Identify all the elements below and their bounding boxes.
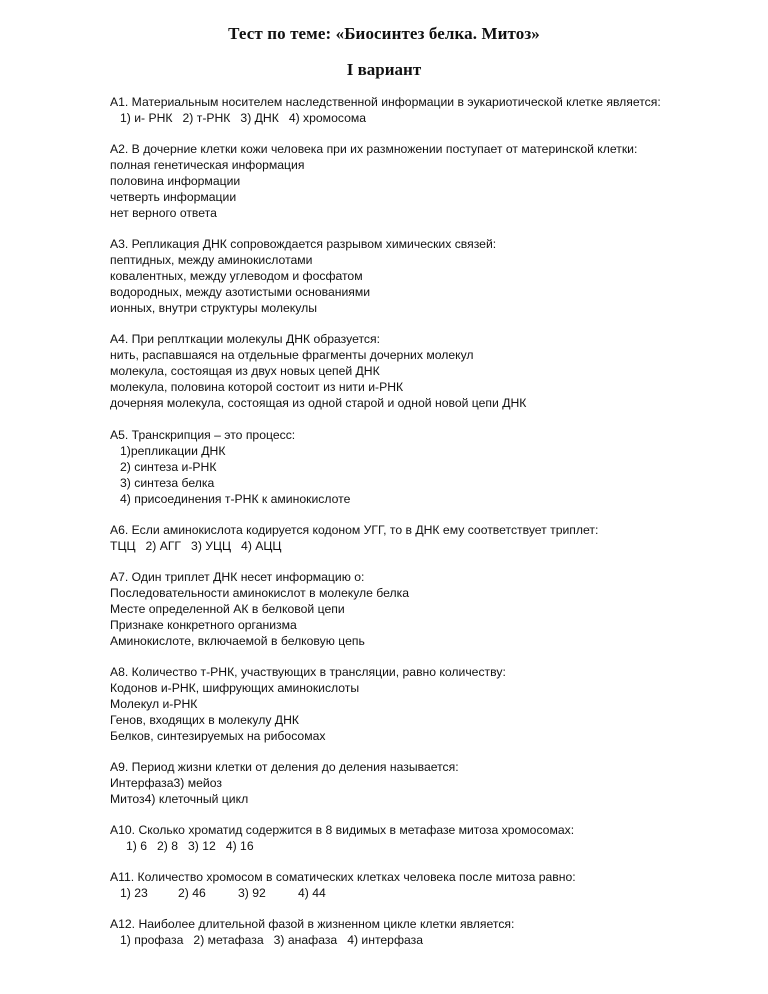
- question-a2: [110, 141, 740, 221]
- question-a6: [110, 522, 740, 554]
- question-a11: [110, 869, 740, 901]
- question-a1: [110, 94, 740, 126]
- answer-option: водородных, между азотистыми основаниями: [110, 285, 371, 299]
- answer-option: Последовательности аминокислот в молекуле белка: [110, 586, 409, 600]
- answer-option: ТЦЦ: [110, 539, 136, 553]
- question-text: А5. Транскрипция – это процесс:: [110, 428, 296, 442]
- answer-option: Молекул и-РНК: [110, 697, 198, 711]
- answer-option: 1)репликации ДНК: [120, 444, 226, 458]
- answer-options: [110, 838, 740, 854]
- question-a8: [110, 664, 740, 744]
- question-text: А12. Наиболее длительной фазой в жизненном цикле клетки является:: [110, 917, 515, 931]
- answer-option: 3) мейоз: [173, 776, 222, 790]
- answer-option: 1) 6: [126, 839, 148, 853]
- answer-option: 3) ДНК: [240, 111, 279, 125]
- answer-option: 2) синтеза и-РНК: [120, 460, 217, 474]
- answer-option: 4) интерфаза: [347, 933, 423, 947]
- answer-option: Месте определенной АК в белковой цепи: [110, 602, 345, 616]
- answer-option: молекула, состоящая из двух новых цепей ДНК: [110, 364, 380, 378]
- answer-option: полная генетическая информация: [110, 158, 305, 172]
- answer-option: 3) 92: [238, 886, 266, 900]
- answer-option: 2) 46: [178, 886, 206, 900]
- answer-option: 1) профаза: [120, 933, 184, 947]
- answer-option: дочерняя молекула, состоящая из одной старой и одной новой цепи ДНК: [110, 396, 527, 410]
- question-text: А11. Количество хромосом в соматических клетках человека после митоза равно:: [110, 870, 576, 884]
- question-text: А8. Количество т-РНК, участвующих в трансляции, равно количеству:: [110, 665, 506, 679]
- question-a4: [110, 331, 740, 411]
- answer-option: Митоз: [110, 792, 145, 806]
- page-title: Тест по теме: «Биосинтез белка. Митоз»: [228, 24, 540, 43]
- question-a5: [110, 427, 740, 507]
- answer-row: [110, 775, 740, 791]
- answer-option: 2) т-РНК: [182, 111, 231, 125]
- question-text: А6. Если аминокислота кодируется кодоном УГГ, то в ДНК ему соответствует триплет:: [110, 523, 599, 537]
- question-a10: [110, 822, 740, 854]
- answer-option: Аминокислоте, включаемой в белковую цепь: [110, 634, 365, 648]
- answer-option: 4) 44: [298, 886, 326, 900]
- answer-option: Признаке конкретного организма: [110, 618, 297, 632]
- question-a9: [110, 759, 740, 807]
- question-a12: [110, 916, 740, 948]
- question-a3: [110, 236, 740, 316]
- answer-option: 4) клеточный цикл: [144, 792, 249, 806]
- question-text: А10. Сколько хроматид содержится в 8 видимых в метафазе митоза хромосомах:: [110, 823, 575, 837]
- answer-option: ионных, внутри структуры молекулы: [110, 301, 317, 315]
- question-a7: [110, 569, 740, 649]
- answer-option: Белков, синтезируемых на рибосомах: [110, 729, 326, 743]
- question-text: А2. В дочерние клетки кожи человека при их размножении поступает от материнской клетки:: [110, 142, 638, 156]
- answer-option: 3) УЦЦ: [191, 539, 232, 553]
- answer-option: четверть информации: [110, 190, 237, 204]
- answer-option: половина информации: [110, 174, 241, 188]
- answer-option: Интерфаза: [110, 776, 174, 790]
- answer-option: нет верного ответа: [110, 206, 217, 220]
- answer-option: 2) метафаза: [193, 933, 264, 947]
- question-text: А3. Репликация ДНК сопровождается разрывом химических связей:: [110, 237, 497, 251]
- answer-option: пептидных, между аминокислотами: [110, 253, 313, 267]
- answer-options: [110, 110, 740, 126]
- answer-options: [110, 932, 740, 948]
- answer-option: 1) 23: [120, 886, 148, 900]
- answer-option: Кодонов и-РНК, шифрующих аминокислоты: [110, 681, 360, 695]
- answer-option: 4) 16: [225, 839, 254, 853]
- answer-options: [110, 538, 740, 554]
- answer-option: 2) АГГ: [145, 539, 182, 553]
- answer-option: 3) анафаза: [273, 933, 338, 947]
- question-text: А7. Один триплет ДНК несет информацию о:: [110, 570, 365, 584]
- answer-option: 2) 8: [157, 839, 179, 853]
- answer-option: Генов, входящих в молекулу ДНК: [110, 713, 299, 727]
- variant-heading: I вариант: [346, 60, 422, 79]
- answer-option: 3) синтеза белка: [120, 476, 215, 490]
- answer-options: [110, 885, 740, 901]
- answer-option: молекула, половина которой состоит из нити и-РНК: [110, 380, 404, 394]
- answer-option: 1) и- РНК: [120, 111, 173, 125]
- answer-option: 4) хромосома: [288, 111, 367, 125]
- answer-row: [110, 791, 740, 807]
- answer-option: 4) АЦЦ: [241, 539, 282, 553]
- question-text: А9. Период жизни клетки от деления до деления называется:: [110, 760, 459, 774]
- answer-option: 4) присоединения т-РНК к аминокислоте: [120, 492, 351, 506]
- answer-option: ковалентных, между углеводом и фосфатом: [110, 269, 363, 283]
- answer-option: 3) 12: [188, 839, 216, 853]
- question-text: А4. При реплткации молекулы ДНК образуется:: [110, 332, 380, 346]
- question-text: А1. Материальным носителем наследственной информации в эукариотической клетке является:: [110, 95, 661, 109]
- answer-option: нить, распавшаяся на отдельные фрагменты дочерних молекул: [110, 348, 474, 362]
